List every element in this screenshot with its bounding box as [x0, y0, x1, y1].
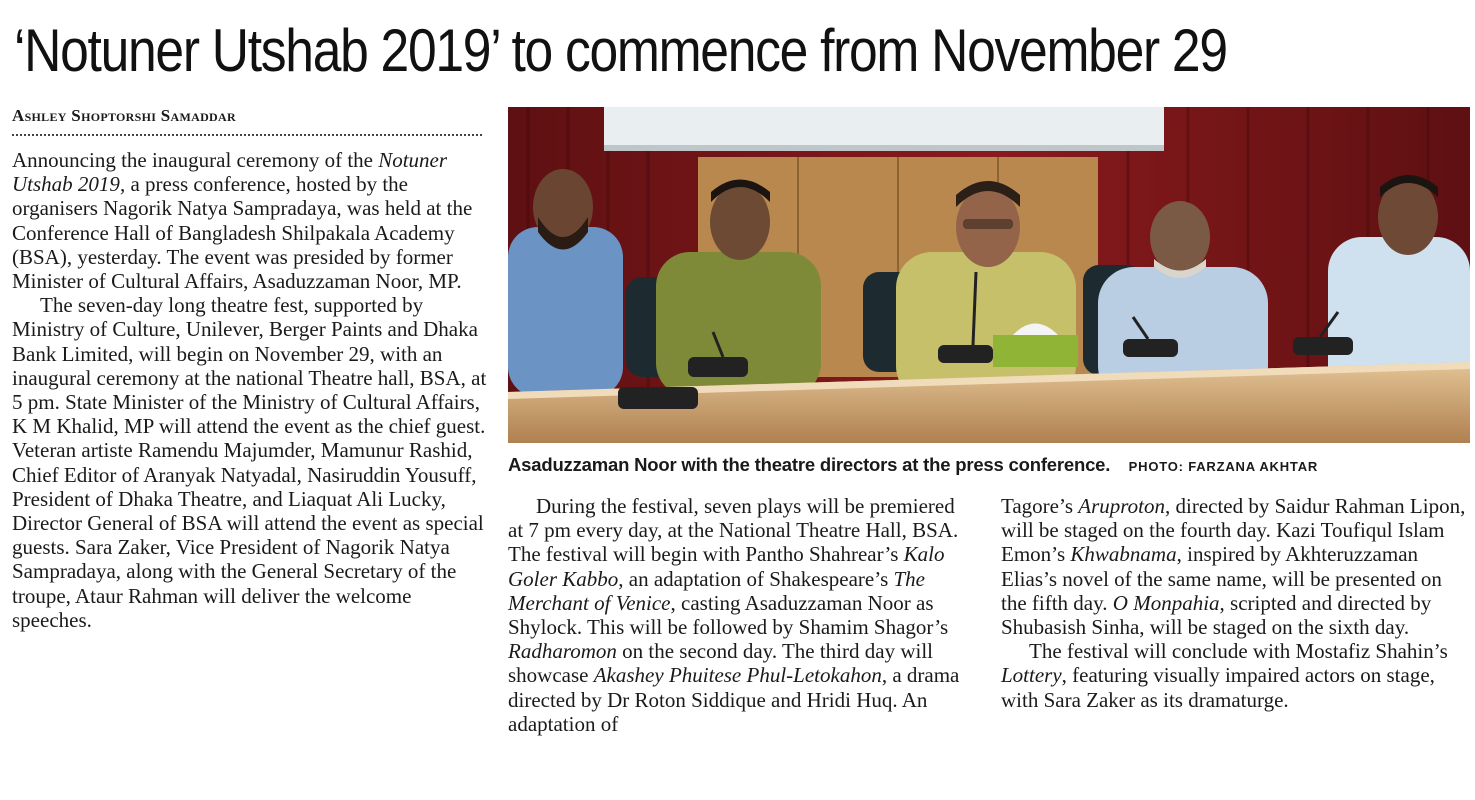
text: Tagore’s	[1001, 494, 1079, 518]
text: , featuring visually impaired actors on stage, with Sara Zaker as its dramaturge.	[1001, 663, 1435, 712]
column-1	[12, 148, 488, 632]
text: , directed by Saidur Rahman Lipon, will be staged on the fourth day. Kazi Toufiqul Islam Emon’s	[1001, 494, 1466, 567]
text: , inspired by Akhteruzzaman Elias’s novel of the same name, will be presented on the fifth day.	[1001, 542, 1442, 615]
projection-screen	[604, 107, 1164, 149]
paragraph-2: The seven-day long theatre fest, supported by Ministry of Culture, Unilever, Berger Paints and Dhaka Bank Limited, will begin on November 29, with an inaugural ceremony at the national Theatre hall, BSA, at 5 pm. State Minister of the Ministry of Cultural Affairs, K M Khalid, MP will attend the event as the chief guest. Veteran artiste Ramendu Majumder, Mamunur Rashid, Chief Editor of Aranyak Natyadal, Nasiruddin Yousuff, President of Dhaka Theatre, and Liaquat Ali Lucky, Director General of BSA will attend the event as special guests. Sara Zaker, Vice President of Nagorik Natya Sampradaya, along with the General Secretary of the troupe, Ataur Rahman will deliver the welcome speeches.	[12, 293, 487, 632]
paragraph-3	[508, 494, 968, 736]
paragraph-5	[1001, 639, 1466, 712]
play-title: O Monpahia	[1112, 590, 1220, 615]
photo-caption	[508, 454, 1470, 476]
credit-label: PHOTO:	[1128, 459, 1184, 474]
column-3	[1001, 494, 1466, 712]
credit-name: FARZANA AKHTAR	[1188, 459, 1319, 474]
photo-credit	[1129, 459, 1318, 474]
paragraph-4	[1001, 494, 1466, 639]
text: , scripted and directed by Shubasish Sinha, will be staged on the sixth day.	[1001, 590, 1432, 640]
headline: ‘Notuner Utshab 2019’ to commence from November 29	[14, 17, 1227, 84]
paragraph-1	[12, 148, 488, 293]
text: on the second day. The third day will showcase	[508, 639, 933, 688]
text: During the festival, seven plays will be premiered at 7 pm every day, at the National Theatre Hall, BSA. The festival will begin with Pantho Shahrear’s	[508, 494, 959, 567]
play-title: The Merchant of Venice	[508, 566, 925, 615]
text: The festival will conclude with Mostafiz Shahin’s	[1029, 639, 1448, 664]
tissue-box	[993, 335, 1078, 367]
text: , a drama directed by Dr Roton Siddique and Hridi Huq. An adaptation of	[508, 663, 960, 736]
caption-text: Asaduzzaman Noor with the theatre directors at the press conference.	[508, 454, 1111, 475]
play-title: Aruproton	[1078, 494, 1165, 518]
text: , a press conference, hosted by the organisers Nagorik Natya Sampradaya, was held at the Conference Hall of Bangladesh Shilpakala Academy (BSA), yesterday. The event was presided by former Minister of Cultural Affairs, Asaduzzaman Noor, MP.	[12, 172, 473, 294]
festival-name: Notuner Utshab 2019	[12, 148, 448, 197]
press-conference-photo	[508, 107, 1470, 443]
text: , an adaptation of Shakespeare’s	[618, 566, 894, 591]
photo-illustration	[508, 107, 1470, 443]
column-2	[508, 494, 968, 736]
byline: Ashley Shoptorshi Samaddar	[12, 106, 482, 136]
text: Announcing the inaugural ceremony of the	[12, 148, 379, 172]
text: , casting Asaduzzaman Noor as Shylock. This will be followed by Shamim Shagor’s	[508, 590, 949, 640]
play-title: Kalo Goler Kabbo	[508, 542, 945, 591]
play-title: Khwabnama	[1070, 542, 1177, 567]
play-title: Lottery	[1001, 663, 1062, 688]
play-title: Akashey Phuitese Phul-Letokahon	[593, 663, 882, 688]
play-title: Radharomon	[508, 639, 617, 664]
